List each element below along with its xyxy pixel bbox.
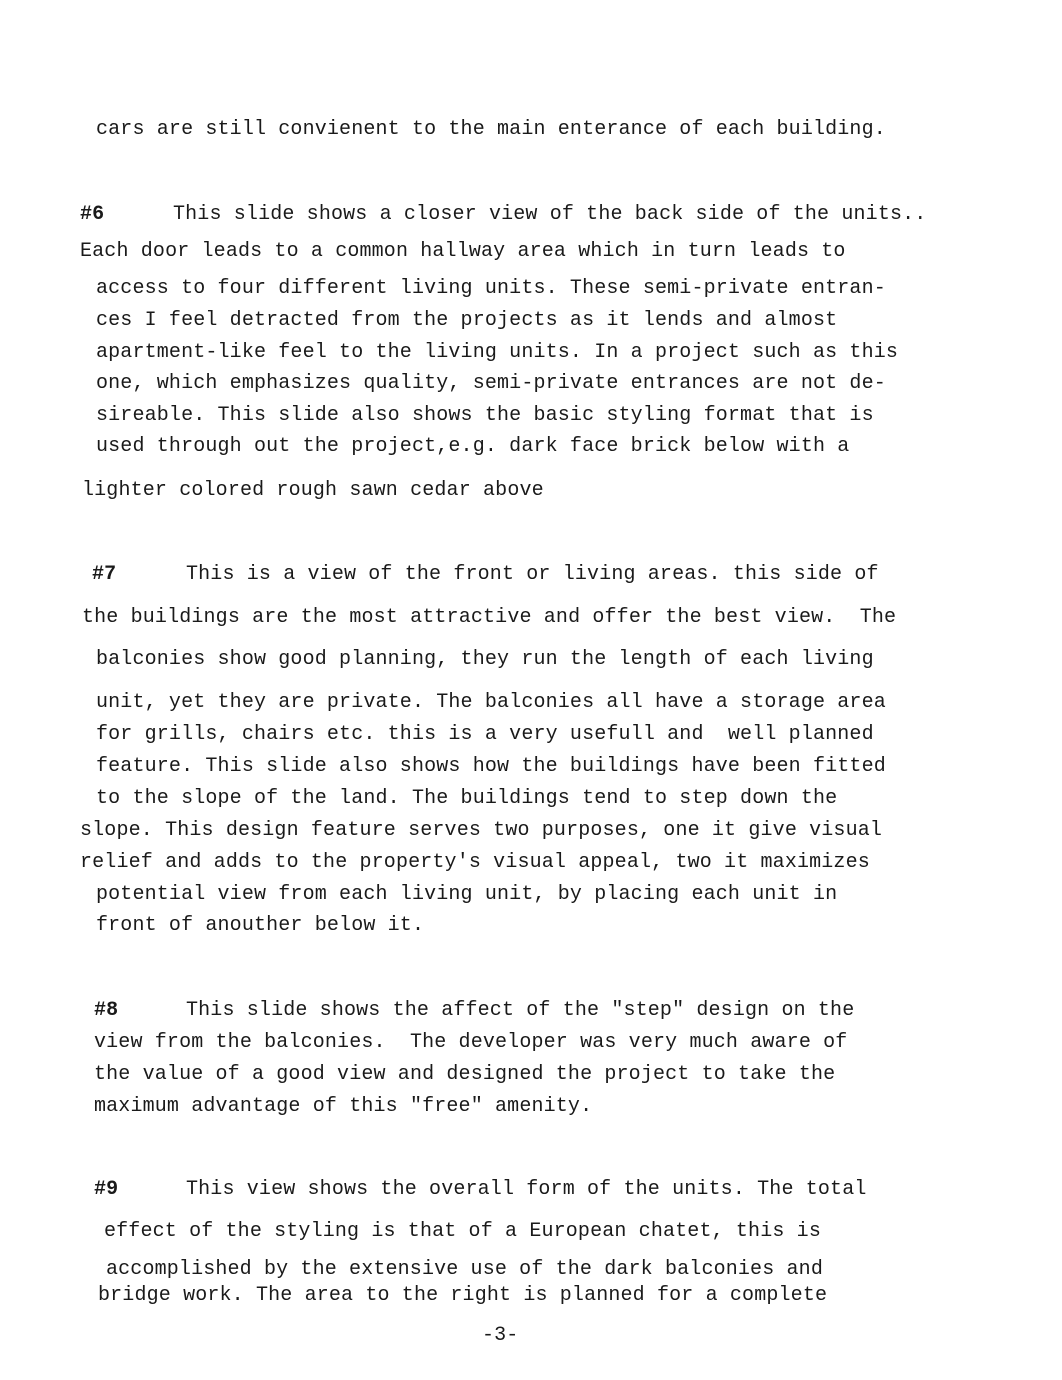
section-6-line-6: one, which emphasizes quality, semi-private entrances are not de- [96, 372, 886, 395]
section-9-line-4: bridge work. The area to the right is planned for a complete [98, 1284, 828, 1307]
continuation-line: cars are still convienent to the main enterance of each building. [96, 118, 886, 141]
section-7-line-3: balconies show good planning, they run the length of each living [96, 648, 874, 671]
section-9-line-2: effect of the styling is that of a European chatet, this is [104, 1220, 821, 1243]
section-number-9: #9 [94, 1178, 119, 1201]
page-number: -3- [482, 1324, 519, 1347]
section-number-7: #7 [92, 563, 117, 586]
section-9-line-3: accomplished by the extensive use of the dark balconies and [106, 1258, 823, 1281]
section-number-6: #6 [80, 203, 105, 226]
section-7-line-7: to the slope of the land. The buildings tend to step down the [96, 787, 838, 810]
section-9-line-1: This view shows the overall form of the units. The total [186, 1178, 867, 1201]
section-7-line-5: for grills, chairs etc. this is a very usefull and well planned [96, 723, 874, 746]
section-7-line-10: potential view from each living unit, by placing each unit in [96, 883, 838, 906]
section-7-line-8: slope. This design feature serves two purposes, one it give visual [80, 819, 883, 842]
section-8-line-1: This slide shows the affect of the "step" design on the [186, 999, 855, 1022]
section-6-line-2: Each door leads to a common hallway area which in turn leads to [80, 240, 846, 263]
section-6-line-4: ces I feel detracted from the projects as it lends and almost [96, 309, 838, 332]
section-6-line-1: This slide shows a closer view of the back side of the units.. [173, 203, 927, 226]
section-7-line-9: relief and adds to the property's visual appeal, two it maximizes [80, 851, 870, 874]
section-7-line-2: the buildings are the most attractive and offer the best view. The [82, 606, 897, 629]
section-8-line-4: maximum advantage of this "free" amenity. [94, 1095, 593, 1118]
section-7-line-1: This is a view of the front or living areas. this side of [186, 563, 879, 586]
section-8-line-3: the value of a good view and designed the project to take the [94, 1063, 836, 1086]
section-7-line-6: feature. This slide also shows how the buildings have been fitted [96, 755, 886, 778]
section-8-line-2: view from the balconies. The developer was very much aware of [94, 1031, 848, 1054]
section-7-line-4: unit, yet they are private. The balconies all have a storage area [96, 691, 886, 714]
section-7-line-11: front of anouther below it. [96, 914, 425, 937]
section-number-8: #8 [94, 999, 119, 1022]
section-6-line-8: used through out the project,e.g. dark face brick below with a [96, 435, 850, 458]
section-6-line-9: lighter colored rough sawn cedar above [82, 479, 544, 502]
section-6-line-5: apartment-like feel to the living units. In a project such as this [96, 341, 899, 364]
section-6-line-7: sireable. This slide also shows the basic styling format that is [96, 404, 874, 427]
section-6-line-3: access to four different living units. These semi-private entran- [96, 277, 886, 300]
